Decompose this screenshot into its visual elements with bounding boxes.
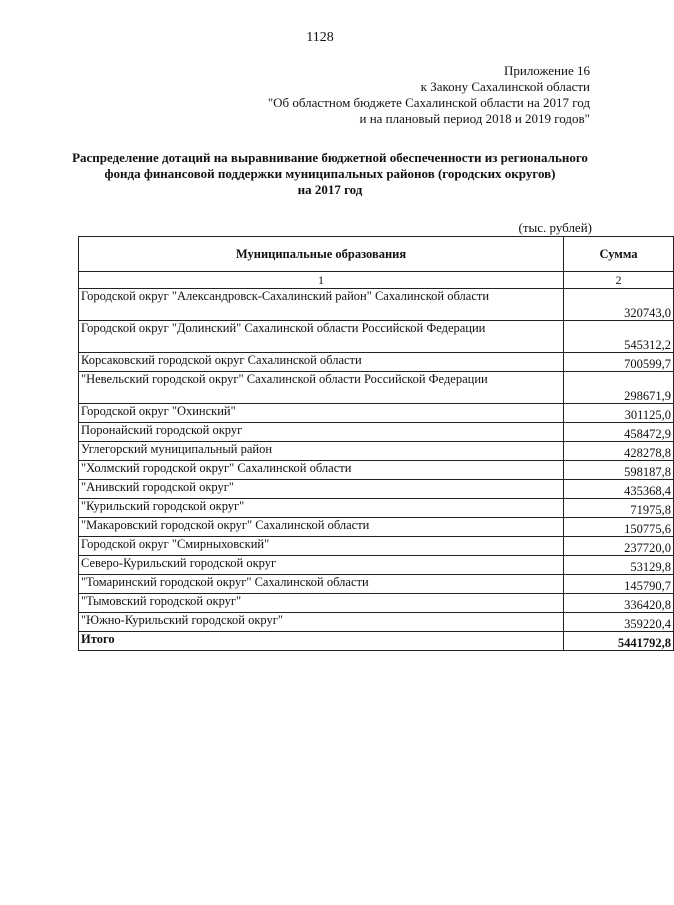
appendix-header [268,63,590,127]
document-title [60,150,600,198]
table-row [79,575,674,594]
municipality-name: Городской округ "Долинский" Сахалинской области Российской Федерации [79,321,564,353]
municipality-sum: 145790,7 [564,575,674,594]
municipality-name: "Южно-Курильский городской округ" [79,613,564,632]
table-row [79,321,674,353]
municipality-name: "Тымовский городской округ" [79,594,564,613]
table-row [79,442,674,461]
municipality-name: Городской округ "Охинский" [79,404,564,423]
municipality-sum: 336420,8 [564,594,674,613]
appendix-line: и на плановый период 2018 и 2019 годов" [359,111,590,126]
municipality-sum: 237720,0 [564,537,674,556]
municipality-name: "Анивский городской округ" [79,480,564,499]
table-row [79,353,674,372]
table-row [79,594,674,613]
table-row [79,518,674,537]
total-row [79,632,674,651]
title-line: Распределение дотаций на выравнивание бюджетной обеспеченности из регионального [72,150,588,165]
municipality-sum: 298671,9 [564,372,674,404]
table-row [79,404,674,423]
municipality-sum: 435368,4 [564,480,674,499]
title-line: на 2017 год [297,182,363,197]
title-line: фонда финансовой поддержки муниципальных районов (городских округов) [104,166,556,181]
municipality-name: Городской округ "Смирныховский" [79,537,564,556]
total-sum: 5441792,8 [564,632,674,651]
municipality-name: "Курильский городской округ" [79,499,564,518]
municipality-sum: 150775,6 [564,518,674,537]
municipality-sum: 700599,7 [564,353,674,372]
table-row [79,423,674,442]
municipality-name: Поронайский городской округ [79,423,564,442]
municipality-sum: 428278,8 [564,442,674,461]
table-row [79,480,674,499]
municipality-name: Углегорский муниципальный район [79,442,564,461]
municipality-name: Городской округ "Александровск-Сахалинский район" Сахалинской области [79,289,564,321]
column-number: 2 [564,272,674,289]
table-body [79,289,674,651]
dotation-table [78,236,674,651]
municipality-sum: 359220,4 [564,613,674,632]
table-row [79,289,674,321]
table-row [79,537,674,556]
municipality-sum: 71975,8 [564,499,674,518]
appendix-line: "Об областном бюджете Сахалинской области на 2017 год [267,95,590,110]
appendix-line: к Закону Сахалинской области [420,79,590,94]
column-header-sum: Сумма [564,237,674,272]
municipality-name: "Невельский городской округ" Сахалинской области Российской Федерации [79,372,564,404]
municipality-sum: 458472,9 [564,423,674,442]
municipality-name: "Макаровский городской округ" Сахалинской области [79,518,564,537]
municipality-sum: 53129,8 [564,556,674,575]
municipality-sum: 320743,0 [564,289,674,321]
table-row [79,613,674,632]
table-row [79,372,674,404]
page-number: 1128 [306,30,334,45]
units-label: (тыс. рублей) [518,220,592,235]
table-row [79,556,674,575]
municipality-name: "Холмский городской округ" Сахалинской области [79,461,564,480]
municipality-sum: 301125,0 [564,404,674,423]
table-row [79,499,674,518]
table-row [79,461,674,480]
column-number: 1 [79,272,564,289]
municipality-sum: 598187,8 [564,461,674,480]
appendix-line: Приложение 16 [503,63,590,78]
column-header-municipality: Муниципальные образования [79,237,564,272]
municipality-name: "Томаринский городской округ" Сахалинской области [79,575,564,594]
municipality-sum: 545312,2 [564,321,674,353]
municipality-name: Северо-Курильский городской округ [79,556,564,575]
total-label: Итого [79,632,564,651]
municipality-name: Корсаковский городской округ Сахалинской области [79,353,564,372]
